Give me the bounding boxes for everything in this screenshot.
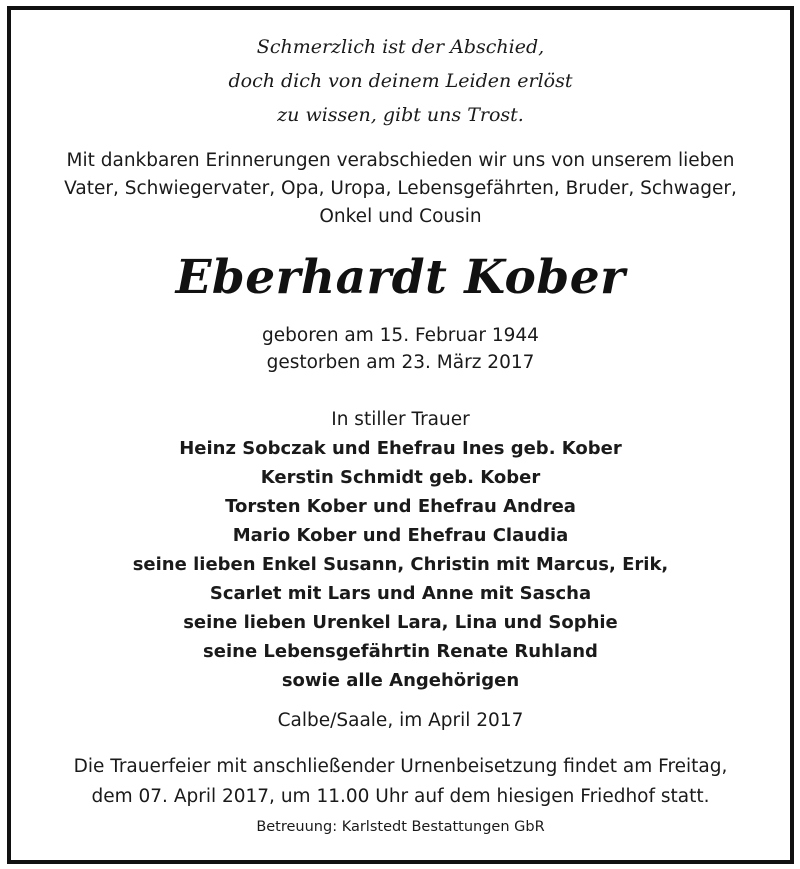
mourner-line: Heinz Sobczak und Ehefrau Ines geb. Kober [179, 438, 622, 459]
intro-line-1: Mit dankbaren Erinnerungen verabschieden wir uns von unserem lieben [66, 150, 735, 171]
verse-line-3: zu wissen, gibt uns Trost. [277, 104, 524, 126]
obituary-frame [7, 6, 794, 864]
intro-line-3: Onkel und Cousin [319, 206, 482, 227]
mourners-heading: In stiller Trauer [331, 409, 470, 430]
verse-line-2: doch dich von deinem Leiden erlöst [228, 70, 573, 92]
undertaker-credit: Betreuung: Karlstedt Bestattungen GbR [256, 819, 545, 835]
mourner-line: Mario Kober und Ehefrau Claudia [232, 525, 569, 546]
deceased-name: Eberhardt Kober [175, 250, 626, 305]
mourner-line: Scarlet mit Lars und Anne mit Sascha [209, 583, 592, 604]
intro-line-2: Vater, Schwiegervater, Opa, Uropa, Lebensgefährten, Bruder, Schwager, [64, 178, 737, 199]
mourner-line: Torsten Kober und Ehefrau Andrea [225, 496, 576, 517]
birth-date: geboren am 15. Februar 1944 [262, 325, 539, 346]
mourner-line: seine Lebensgefährtin Renate Ruhland [203, 641, 598, 662]
verse-line-1: Schmerzlich ist der Abschied, [256, 36, 545, 58]
death-date: gestorben am 23. März 2017 [266, 352, 535, 373]
funeral-notice-line-2: dem 07. April 2017, um 11.00 Uhr auf dem hiesigen Friedhof statt. [91, 786, 710, 807]
mourner-line: Kerstin Schmidt geb. Kober [260, 467, 541, 488]
mourner-line: seine lieben Enkel Susann, Christin mit Marcus, Erik, [132, 554, 669, 575]
mourner-line: seine lieben Urenkel Lara, Lina und Sophie [183, 612, 618, 633]
mourner-line: sowie alle Angehörigen [281, 670, 520, 691]
funeral-notice-line-1: Die Trauerfeier mit anschließender Urnenbeisetzung findet am Freitag, [73, 756, 728, 777]
obituary-content [11, 10, 790, 860]
place-date: Calbe/Saale, im April 2017 [277, 710, 524, 731]
